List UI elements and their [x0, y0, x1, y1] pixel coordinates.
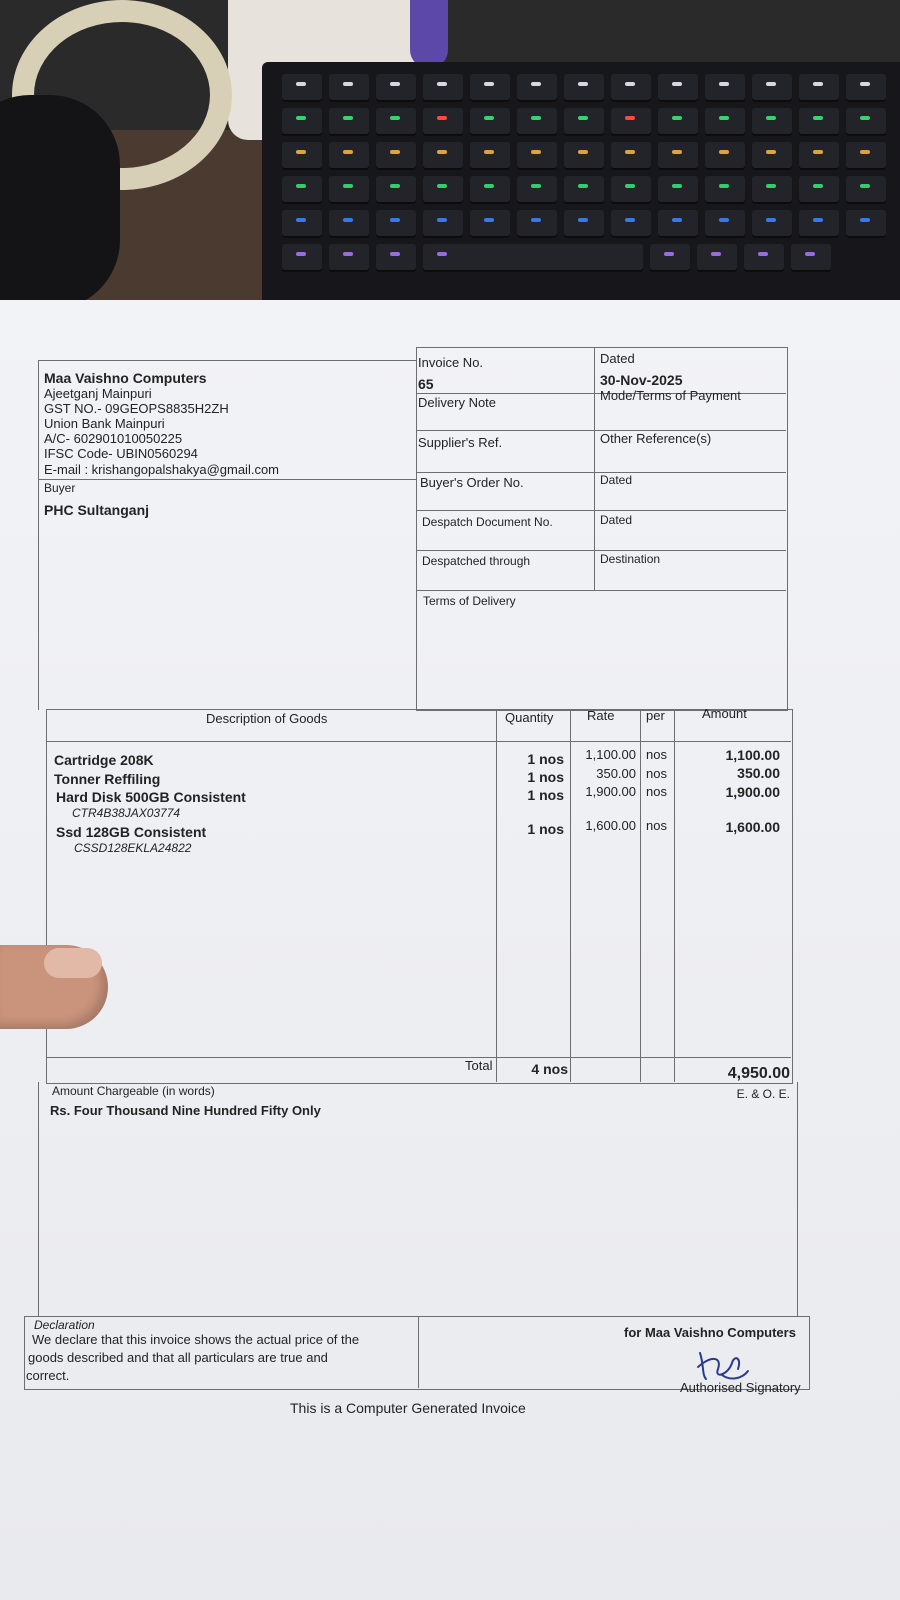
- col-header-amount: Amount: [702, 706, 747, 721]
- buyers-order-label: Buyer's Order No.: [420, 475, 524, 490]
- buyer-label: Buyer: [44, 481, 76, 495]
- keyboard-row: [282, 176, 886, 202]
- destination-label: Destination: [600, 552, 661, 566]
- table-row-amount: 1,900.00: [725, 784, 780, 800]
- despatched-through-label: Despatched through: [422, 554, 531, 568]
- table-row-description: Hard Disk 500GB Consistent: [56, 789, 246, 805]
- table-row-per: nos: [646, 818, 667, 833]
- delivery-note-label: Delivery Note: [418, 395, 497, 410]
- black-object: [0, 95, 120, 310]
- table-row-quantity: 1 nos: [527, 751, 564, 767]
- dated-value: 30-Nov-2025: [600, 372, 683, 388]
- seller-email: E-mail : krishangopalshakya@gmail.com: [44, 462, 280, 477]
- table-row-rate: 1,100.00: [585, 747, 636, 762]
- signature-mark: [692, 1345, 752, 1385]
- keyboard-row: [282, 244, 831, 270]
- table-row-per: nos: [646, 766, 667, 781]
- invoice-no-label: Invoice No.: [418, 355, 484, 370]
- frame-top-left: [38, 360, 416, 361]
- seller-ifsc: IFSC Code- UBIN0560294: [44, 446, 198, 461]
- keyboard-row: [282, 108, 886, 134]
- dated3-label: Dated: [600, 513, 633, 527]
- table-row-description: Cartridge 208K: [54, 752, 154, 768]
- table-row-quantity: 1 nos: [527, 821, 564, 837]
- table-row-amount: 1,100.00: [725, 747, 780, 763]
- seller-gst: GST NO.- 09GEOPS8835H2ZH: [44, 401, 229, 416]
- keyboard-row: [282, 210, 886, 236]
- declaration-line: correct.: [26, 1368, 70, 1383]
- table-row-rate: 350.00: [596, 766, 636, 781]
- computer-generated-footer: This is a Computer Generated Invoice: [290, 1400, 526, 1416]
- invoice-no-value: 65: [418, 376, 434, 392]
- total-quantity: 4 nos: [531, 1061, 568, 1077]
- col-header-quantity: Quantity: [505, 710, 554, 725]
- seller-address: Ajeetganj Mainpuri: [44, 386, 152, 401]
- seller-name: Maa Vaishno Computers: [44, 370, 207, 386]
- total-amount: 4,950.00: [727, 1065, 790, 1082]
- table-row-description: Tonner Reffiling: [54, 771, 161, 787]
- eoe-note: E. & O. E.: [736, 1087, 790, 1101]
- keyboard-row: [282, 74, 886, 100]
- terms-delivery-label: Terms of Delivery: [423, 594, 516, 608]
- declaration-label: Declaration: [34, 1318, 95, 1332]
- thumbnail-nail: [44, 948, 102, 978]
- table-row-serial: CTR4B38JAX03774: [72, 806, 181, 820]
- table-row-amount: 350.00: [737, 765, 780, 781]
- table-row-rate: 1,900.00: [585, 784, 636, 799]
- table-row-quantity: 1 nos: [527, 769, 564, 785]
- declaration-line: We declare that this invoice shows the actual price of the: [32, 1332, 360, 1347]
- dated2-label: Dated: [600, 473, 633, 487]
- suppliers-ref-label: Supplier's Ref.: [418, 435, 503, 450]
- background-desk-scene: [0, 0, 900, 310]
- total-label: Total: [465, 1058, 493, 1073]
- purple-bottle: [410, 0, 448, 68]
- rgb-keyboard: [262, 62, 900, 310]
- table-row-description: Ssd 128GB Consistent: [56, 824, 207, 840]
- buyer-name: PHC Sultanganj: [44, 502, 150, 518]
- table-row-quantity: 1 nos: [527, 787, 564, 803]
- authorised-signatory-label: Authorised Signatory: [680, 1380, 801, 1395]
- keyboard-row: [282, 142, 886, 168]
- declaration-line: goods described and that all particulars are true and: [28, 1350, 328, 1365]
- amount-words-value: Rs. Four Thousand Nine Hundred Fifty Only: [50, 1103, 321, 1118]
- despatch-doc-label: Despatch Document No.: [422, 515, 553, 529]
- amount-words-label: Amount Chargeable (in words): [52, 1084, 215, 1098]
- seller-account: A/C- 602901010050225: [44, 431, 183, 446]
- seller-bank: Union Bank Mainpuri: [44, 416, 165, 431]
- col-header-per: per: [646, 708, 665, 723]
- table-row-amount: 1,600.00: [725, 819, 780, 835]
- dated-label: Dated: [600, 351, 635, 366]
- frame-left: [38, 360, 39, 710]
- mode-terms-label: Mode/Terms of Payment: [600, 388, 741, 403]
- table-row-rate: 1,600.00: [585, 818, 636, 833]
- other-ref-label: Other Reference(s): [600, 431, 712, 446]
- col-header-description: Description of Goods: [206, 711, 328, 726]
- table-row-per: nos: [646, 784, 667, 799]
- col-header-rate: Rate: [587, 708, 615, 723]
- table-row-serial: CSSD128EKLA24822: [74, 841, 192, 855]
- for-company-label: for Maa Vaishno Computers: [624, 1325, 796, 1340]
- table-row-per: nos: [646, 747, 667, 762]
- header-split: [594, 347, 595, 590]
